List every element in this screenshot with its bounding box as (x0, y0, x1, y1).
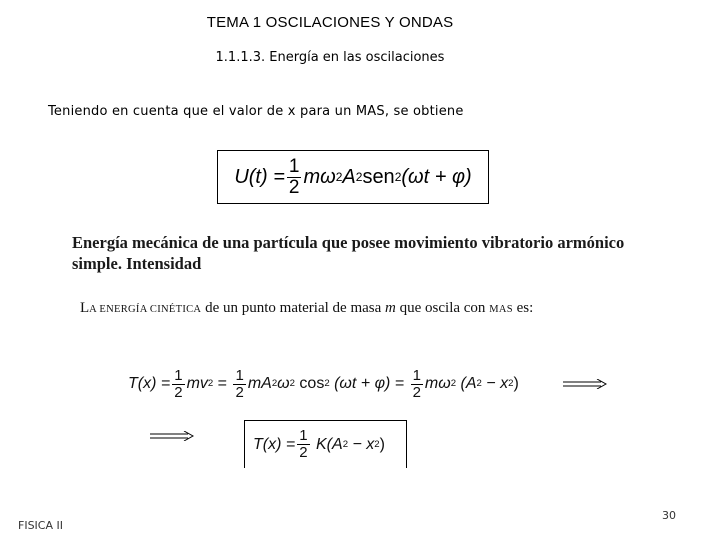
potential-energy-equation: U(t) = $\frac{1}{2}$ mω 2 A 2 sen 2 (ωt + φ) (217, 150, 489, 204)
eq-t-a: (A (456, 375, 477, 393)
implies-arrow-icon (150, 431, 194, 441)
slide-title: TEMA 1 OSCILACIONES Y ONDAS (206, 14, 454, 31)
eq-u-frac-den: 2 (288, 176, 300, 198)
eq-tk-frac-num: 1 (299, 427, 308, 445)
section-subtitle: 1.1.1.3. Energía en las oscilaciones (215, 50, 445, 65)
kinetic-energy-sentence (80, 300, 533, 317)
eq-tk-close: ) (379, 435, 385, 453)
intro-text: Teniendo en cuenta que el valor de x para un MAS, se obtiene (48, 104, 464, 119)
kinetic-cap-l: L (80, 300, 90, 316)
eq-tk-frac-den: 2 (299, 444, 308, 461)
kinetic-energy-equation: T(x) = $\frac{1}{2}$ mv 2 = $\frac{1}{2}$ mA 2 ω 2 cos 2 (ωt + φ) = $\frac{1}{2}$ mω 2 (A 2 − x 2 ) (128, 367, 519, 401)
kinetic-mass: m (385, 300, 396, 316)
course-footer: FISICA II (18, 519, 63, 532)
kinetic-smallcaps-2: MAS (489, 304, 513, 315)
eq-u-fraction (287, 157, 302, 198)
eq-tk-lhs: T(x) = (253, 435, 296, 453)
eq-t-mv: mv (186, 375, 208, 393)
eq-t-m-omega: mω (424, 375, 451, 393)
page-number: 30 (662, 509, 676, 522)
eq-u-lhs: U(t) = (234, 165, 285, 188)
eq-tk-k: K(A (311, 435, 343, 453)
eq-t-x: − x (481, 375, 509, 393)
eq-u-amplitude: A (342, 165, 356, 188)
eq-t-close: ) (513, 375, 519, 393)
eq-t-lhs: T(x) = (128, 375, 171, 393)
eq-t-omega: ω (277, 375, 290, 393)
eq-t-equals-1: = (213, 375, 232, 393)
eq-t-fraction-2 (233, 368, 245, 401)
eq-t-frac3-num: 1 (412, 367, 421, 384)
eq-tk-fraction (297, 428, 309, 461)
eq-t-fraction-3 (411, 368, 423, 401)
kinetic-text-3: es: (512, 300, 534, 316)
eq-t-frac1-num: 1 (174, 367, 183, 384)
kinetic-text-1: de un punto material de masa (201, 300, 386, 316)
kinetic-text-2: que oscila con (395, 300, 490, 316)
eq-t-phase: (ωt + φ) = (329, 375, 409, 393)
eq-t-frac2-num: 1 (235, 367, 244, 384)
kinetic-energy-k-equation: T(x) = $\frac{1}{2}$ K(A 2 − x 2 ) (244, 420, 407, 468)
eq-u-frac-num: 1 (288, 155, 300, 177)
eq-t-fraction-1 (172, 368, 184, 401)
eq-u-m-omega: mω (303, 165, 336, 188)
eq-u-sen: sen (362, 165, 395, 188)
section-heading: Energía mecánica de una partícula que posee movimiento vibratorio armónico simple. Intensidad (72, 233, 625, 273)
eq-u-phase: (ωt + φ) (401, 165, 472, 188)
kinetic-smallcaps-1: A ENERGÍA CINÉTICA (89, 304, 202, 315)
eq-t-frac1-den: 2 (174, 383, 183, 401)
eq-t-cos: cos (294, 375, 325, 393)
eq-t-ma: mA (247, 375, 272, 393)
eq-tk-x: − x (348, 435, 375, 453)
implies-arrow-icon (563, 379, 607, 389)
eq-t-frac2-den: 2 (235, 383, 244, 401)
eq-t-frac3-den: 2 (412, 383, 421, 401)
